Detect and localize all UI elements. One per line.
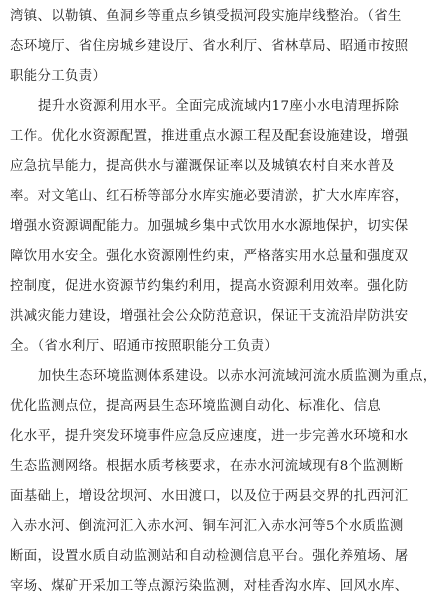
text-line: 率。对文笔山、红石桥等部分水库实施必要清淤，扩大水库库容， [10,189,409,204]
text-line: 洪减灾能力建设，增强社会公众防范意识，保证干支流沿岸防洪安 [10,309,409,324]
text-line: 宰场、煤矿开采加工等点源污染监测，对桂香沟水库、回风水库、 [10,579,409,594]
text-line: 面基础上，增设岔坝河、水田渡口，以及位于两县交界的扎西河汇 [10,489,409,504]
text-line: 障饮用水安全。强化水资源刚性约束，严格落实用水总量和强度双 [10,249,409,264]
paragraph-environmental-monitoring [10,362,438,602]
text-line: 提升水资源利用水平。全面完成流域内17座小水电清理拆除 [38,99,400,114]
text-line: 职能分工负责） [10,69,107,84]
text-line: 加快生态环境监测体系建设。以赤水河流域河流水质监测为重点， [38,369,437,384]
paragraph-water-resource-utilization [10,92,438,362]
text-line: 湾镇、以勒镇、鱼洞乡等重点乡镇受损河段实施岸线整治。（省生 [10,9,402,24]
text-line: 生态监测网络。根据水质考核要求，在赤水河流域现有8个监测断 [10,459,404,474]
text-line: 增强水资源调配能力。加强城乡集中式饮用水水源地保护，切实保 [10,219,409,234]
text-line: 态环境厅、省住房城乡建设厅、省水利厅、省林草局、昭通市按照 [10,39,409,54]
text-line: 断面，设置水质自动监测站和自动检测信息平台。强化养殖场、屠 [10,549,409,564]
paragraph-shoreline-remediation [10,2,438,92]
text-line: 优化监测点位，提高两县生态环境监测自动化、标准化、信息 [10,399,381,414]
text-line: 化水平，提升突发环境事件应急反应速度，进一步完善水环境和水 [10,429,409,444]
text-line: 控制度，促进水资源节约集约利用，提高水资源利用效率。强化防 [10,279,409,294]
text-line: 全。（省水利厅、昭通市按照职能分工负责） [10,339,279,354]
text-line: 应急抗旱能力，提高供水与灌溉保证率以及城镇农村自来水普及 [10,159,395,174]
text-line: 入赤水河、倒流河汇入赤水河、铜车河汇入赤水河等5个水质监测 [10,519,404,534]
text-line: 工作。优化水资源配置，推进重点水源工程及配套设施建设，增强 [10,129,409,144]
document-page [10,2,438,602]
